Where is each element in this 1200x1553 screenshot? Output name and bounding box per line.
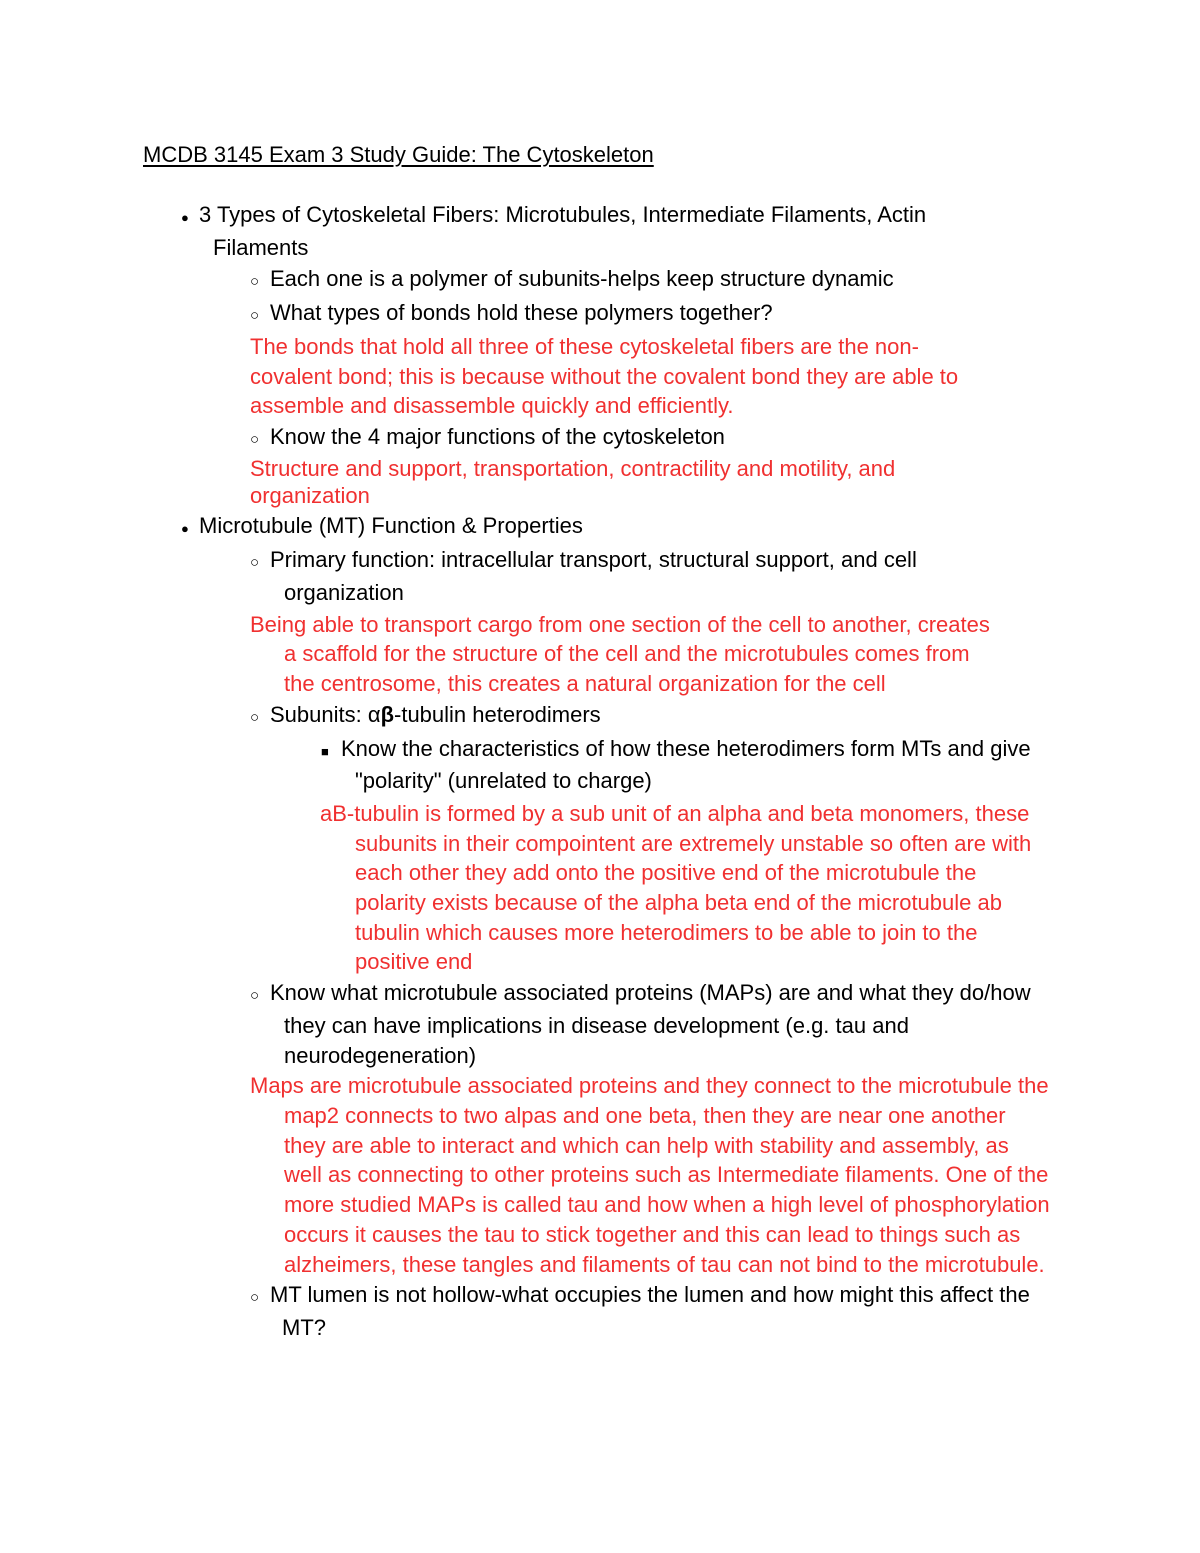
bullet-marker: ● (181, 210, 189, 225)
bullet-marker: ○ (250, 430, 260, 448)
bullet-marker: ○ (250, 273, 260, 291)
list-item-text: What types of bonds hold these polymers together? (270, 300, 773, 326)
list-item (0, 200, 1000, 262)
list-item-text: Know the 4 major functions of the cytoskeleton (270, 423, 725, 449)
list-item-text: Each one is a polymer of subunits-helps keep structure dynamic (270, 266, 894, 292)
page-title: MCDB 3145 Exam 3 Study Guide: The Cytoskeleton (143, 142, 654, 167)
list-item (0, 422, 1000, 455)
answer-text: Structure and support, transportation, contractility and motility, and organization (250, 455, 896, 508)
list-item-text: 3 Types of Cytoskeletal Fibers: Microtubules, Intermediate Filaments, Actin Filaments (199, 202, 927, 260)
list-item (0, 264, 1000, 297)
bullet-marker: ○ (250, 554, 260, 572)
list-item (0, 700, 1000, 733)
beta-symbol: β (380, 701, 394, 727)
study-guide-outline (0, 200, 1200, 1343)
bullet-marker: ○ (250, 708, 260, 726)
answer-text: The bonds that hold all three of these cytoskeletal fibers are the non-covalent bond; this is because without the covalent bond they are able to assemble and disassemble quickly and efficiently. (250, 333, 959, 419)
bullet-marker: ○ (250, 307, 260, 325)
list-item (0, 978, 1050, 1070)
list-item (0, 1280, 1060, 1342)
list-item (0, 545, 990, 607)
answer-text: aB-tubulin is formed by a sub unit of an alpha and beta monomers, these subunits in their compointent are extremely unstable so often are with each other they add onto the positive end of the microtubule the polarity exists because of the alpha beta end of the microtubule ab tubulin which causes more heterodimers to be able to join to the positive end (320, 800, 1032, 975)
list-item-text: Subunits: α (270, 701, 381, 727)
answer-text: Being able to transport cargo from one section of the cell to another, creates a scaffold for the structure of the cell and the microtubules comes from the centrosome, this creates a natural organization for the cell (250, 611, 990, 697)
list-item (0, 734, 1050, 796)
list-item (0, 298, 1000, 331)
list-item-text: Know what microtubule associated proteins (MAPs) are and what they do/how they can have implications in disease development (e.g. tau and neurodegeneration) (270, 980, 1031, 1068)
list-item-text: Know the characteristics of how these heterodimers form MTs and give "polarity" (unrelated to charge) (341, 735, 1031, 794)
bullet-marker: ● (181, 520, 189, 536)
bullet-marker: ■ (321, 743, 329, 759)
bullet-marker: ○ (250, 987, 260, 1005)
list-item (0, 511, 1000, 544)
list-item-text: Microtubule (MT) Function & Properties (199, 512, 583, 538)
list-item-text: Primary function: intracellular transport, structural support, and cell organization (270, 547, 917, 606)
list-item-text: -tubulin heterodimers (394, 701, 601, 727)
bullet-marker: ○ (250, 1289, 260, 1307)
answer-text: Maps are microtubule associated proteins and they connect to the microtubule the map2 connects to two alpas and one beta, then they are near one another they are able to interact and which can help with stability and assembly, as well as connecting to other proteins such as Intermediate filaments. One of the more studied MAPs is called tau and how when a high level of phosphorylation occurs it causes the tau to stick together and this can lead to things such as alzheimers, these tangles and filaments of tau can not bind to the microtubule. (250, 1073, 1050, 1277)
list-item-text: MT lumen is not hollow-what occupies the lumen and how might this affect the MT? (270, 1282, 1030, 1340)
